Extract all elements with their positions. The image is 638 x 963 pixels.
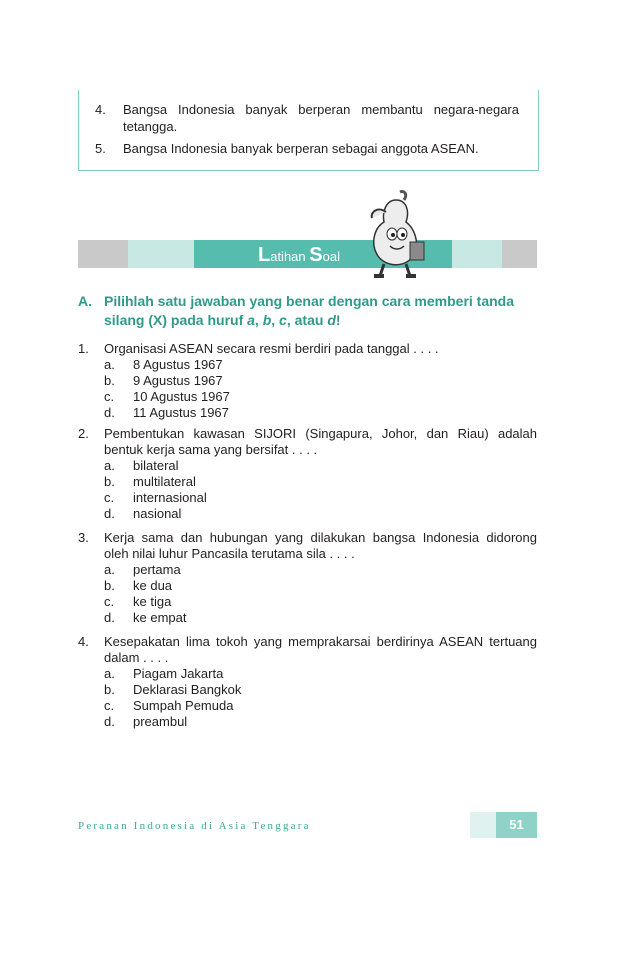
option-letter: a. xyxy=(104,357,115,372)
question-text: bentuk kerja sama yang bersifat . . . . xyxy=(104,442,318,457)
question-text: oleh nilai luhur Pancasila terutama sila . . . . xyxy=(104,546,355,561)
option-letter: d. xyxy=(104,610,115,625)
question-text: Kerja sama dan hubungan yang dilakukan bangsa Indonesia didorong xyxy=(104,530,537,545)
list-number: 5. xyxy=(95,141,106,156)
option-letter: d. xyxy=(104,506,115,521)
option-letter: a. xyxy=(104,458,115,473)
option-text: ke empat xyxy=(133,610,187,625)
list-text: Bangsa Indonesia banyak berperan sebagai anggota ASEAN. xyxy=(123,141,479,156)
option-text: pertama xyxy=(133,562,181,577)
option-text: 10 Agustus 1967 xyxy=(133,389,230,404)
option-letter: b. xyxy=(104,682,115,697)
banner-title: Latihan Soal xyxy=(258,244,340,266)
banner-left-teal xyxy=(128,240,194,268)
question-number: 3. xyxy=(78,530,89,545)
option-text: 11 Agustus 1967 xyxy=(133,405,229,420)
option-text: ke dua xyxy=(133,578,173,593)
question-text: Kesepakatan lima tokoh yang memprakarsai berdirinya ASEAN tertuang xyxy=(104,634,537,649)
question-number: 2. xyxy=(78,426,89,441)
option-text: ke tiga xyxy=(133,594,172,609)
option-text: Sumpah Pemuda xyxy=(133,698,234,713)
option-letter: b. xyxy=(104,578,115,593)
option-letter: a. xyxy=(104,666,115,681)
question-number: 1. xyxy=(78,341,89,356)
question-text: Organisasi ASEAN secara resmi berdiri pada tanggal . . . . xyxy=(104,341,439,356)
list-text: Bangsa Indonesia banyak berperan membantu negara-negara xyxy=(123,102,519,117)
section-instruction: Pilihlah satu jawaban yang benar dengan cara memberi tanda xyxy=(104,293,515,309)
option-text: Piagam Jakarta xyxy=(133,666,224,681)
question-text: dalam . . . . xyxy=(104,650,169,665)
option-text: 9 Agustus 1967 xyxy=(133,373,223,388)
pear-mascot-icon xyxy=(356,188,436,280)
list-number: 4. xyxy=(95,102,106,117)
option-text: Deklarasi Bangkok xyxy=(133,682,242,697)
option-letter: c. xyxy=(104,594,115,609)
option-text: preambul xyxy=(133,714,188,729)
banner-right-gray xyxy=(502,240,537,268)
option-text: nasional xyxy=(133,506,182,521)
page-number-tab-light xyxy=(470,812,496,838)
option-letter: b. xyxy=(104,373,115,388)
banner-right-teal xyxy=(452,240,502,268)
option-letter: c. xyxy=(104,490,115,505)
option-text: internasional xyxy=(133,490,207,505)
option-letter: d. xyxy=(104,405,115,420)
option-letter: c. xyxy=(104,389,115,404)
option-text: 8 Agustus 1967 xyxy=(133,357,223,372)
option-text: bilateral xyxy=(133,458,179,473)
section-instruction-line2: silang (X) pada huruf a, b, c, atau d! xyxy=(104,312,341,328)
list-text: tetangga. xyxy=(123,119,178,134)
option-letter: d. xyxy=(104,714,115,729)
question-text: Pembentukan kawasan SIJORI (Singapura, Johor, dan Riau) adalah xyxy=(104,426,537,441)
option-letter: b. xyxy=(104,474,115,489)
banner-left-gray xyxy=(78,240,128,268)
running-footer: Peranan Indonesia di Asia Tenggara xyxy=(78,820,311,832)
page-number: 51 xyxy=(509,817,524,832)
option-text: multilateral xyxy=(133,474,196,489)
option-letter: c. xyxy=(104,698,115,713)
section-letter: A. xyxy=(78,293,92,309)
option-letter: a. xyxy=(104,562,115,577)
question-number: 4. xyxy=(78,634,89,649)
